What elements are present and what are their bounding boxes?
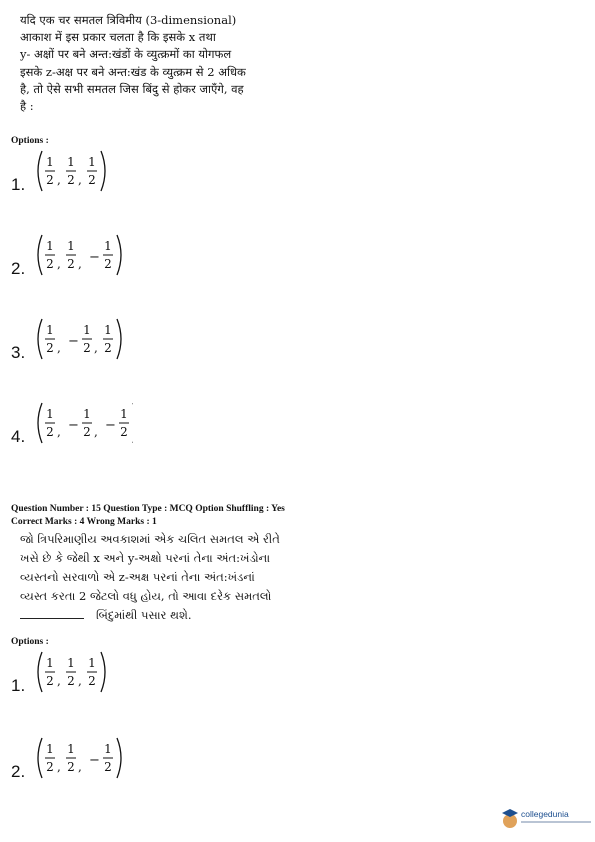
- minus-sign: −: [68, 334, 79, 349]
- question-line: है :: [20, 99, 34, 114]
- option-fraction-tuple: [33, 231, 133, 279]
- fraction-numerator: 1: [83, 407, 91, 421]
- option-fraction-tuple: [33, 734, 133, 782]
- fraction-numerator: 1: [67, 155, 75, 169]
- left-parenthesis: [38, 319, 42, 359]
- question-meta-line: Correct Marks : 4 Wrong Marks : 1: [11, 517, 157, 527]
- question-line: इसके z-अक्ष पर बने अन्त:खंड के व्युत्क्रम से 2 अधिक: [20, 64, 246, 79]
- question-line: यदि एक चर समतल त्रिविमीय (3-dimensional): [20, 13, 237, 27]
- fraction-denominator: 2: [83, 341, 91, 355]
- fraction-denominator: 2: [88, 674, 96, 688]
- fraction-denominator: 2: [88, 173, 96, 187]
- left-parenthesis: [38, 652, 42, 692]
- fraction-numerator: 1: [46, 407, 54, 421]
- option-number: 4.: [11, 427, 26, 446]
- brand-name: collegedunia: [521, 809, 569, 819]
- fraction-denominator: 2: [46, 425, 54, 439]
- question-meta: [11, 503, 285, 529]
- comma: ,: [78, 173, 82, 187]
- comma: ,: [94, 341, 98, 355]
- question-text-hindi: [20, 12, 282, 115]
- question-line: आकाश में इस प्रकार चलता है कि इसके x तथा: [20, 30, 216, 45]
- comma: ,: [78, 760, 82, 774]
- minus-sign: −: [89, 250, 100, 265]
- comma: ,: [57, 674, 61, 688]
- comma: ,: [57, 425, 61, 439]
- comma: ,: [57, 257, 61, 271]
- left-parenthesis: [38, 235, 42, 275]
- fraction-denominator: 2: [46, 760, 54, 774]
- fraction-denominator: 2: [67, 760, 75, 774]
- comma: ,: [94, 425, 98, 439]
- comma: ,: [78, 674, 82, 688]
- fraction-numerator: 1: [46, 239, 54, 253]
- option-fraction-tuple: [33, 147, 133, 195]
- question-line: है, तो ऐसे सभी समतल जिस बिंदु से होकर जाएँगे, वह: [20, 81, 244, 96]
- answer-blank: [20, 618, 84, 619]
- fraction-denominator: 2: [67, 173, 75, 187]
- options-label: Options :: [11, 136, 49, 146]
- brand-logo: [501, 803, 593, 833]
- question-line: જો ત્રિપરિમાણીય અવકાશમાં એક ચલિત સમતલ એ રીતે: [20, 532, 280, 546]
- option-fraction-tuple: [33, 399, 133, 447]
- option-number: 1.: [11, 175, 26, 194]
- question-text-gujarati: [20, 530, 282, 625]
- question-meta-line: Question Number : 15 Question Type : MCQ Option Shuffling : Yes: [11, 504, 285, 514]
- fraction-numerator: 1: [104, 239, 112, 253]
- minus-sign: −: [89, 753, 100, 768]
- options-label: Options :: [11, 637, 49, 647]
- right-parenthesis: [101, 151, 105, 191]
- minus-sign: −: [105, 418, 116, 433]
- fraction-denominator: 2: [46, 341, 54, 355]
- fraction-numerator: 1: [67, 656, 75, 670]
- fraction-numerator: 1: [120, 407, 128, 421]
- left-parenthesis: [38, 738, 42, 778]
- option-number: 2.: [11, 762, 26, 781]
- fraction-numerator: 1: [46, 656, 54, 670]
- fraction-numerator: 1: [46, 155, 54, 169]
- left-parenthesis: [38, 403, 42, 443]
- fraction-numerator: 1: [88, 155, 96, 169]
- fraction-denominator: 2: [46, 674, 54, 688]
- option-number: 2.: [11, 259, 26, 278]
- comma: ,: [57, 760, 61, 774]
- right-parenthesis: [117, 319, 121, 359]
- right-parenthesis: [117, 738, 121, 778]
- fraction-numerator: 1: [88, 656, 96, 670]
- question-line: ખસે છે કે જેથી x અને y-અક્ષો પરનાં તેના અંત:ખંડોના: [20, 551, 271, 565]
- minus-sign: −: [68, 418, 79, 433]
- fraction-denominator: 2: [46, 173, 54, 187]
- comma: ,: [57, 173, 61, 187]
- fraction-denominator: 2: [104, 257, 112, 271]
- comma: ,: [78, 257, 82, 271]
- fraction-numerator: 1: [46, 323, 54, 337]
- fraction-numerator: 1: [46, 742, 54, 756]
- brand-tagline-bar: [521, 821, 591, 823]
- graduation-cap-icon: [501, 807, 519, 829]
- fraction-denominator: 2: [46, 257, 54, 271]
- question-line-text: બિંદુમાંથી પસાર થશે.: [96, 608, 192, 622]
- right-parenthesis: [101, 652, 105, 692]
- fraction-numerator: 1: [83, 323, 91, 337]
- fraction-denominator: 2: [120, 425, 128, 439]
- option-number: 3.: [11, 343, 26, 362]
- right-parenthesis: [117, 235, 121, 275]
- fraction-numerator: 1: [104, 742, 112, 756]
- fraction-denominator: 2: [67, 257, 75, 271]
- option-fraction-tuple: [33, 648, 133, 696]
- comma: ,: [57, 341, 61, 355]
- fraction-numerator: 1: [67, 742, 75, 756]
- option-number: 1.: [11, 676, 26, 695]
- option-fraction-tuple: [33, 315, 133, 363]
- fraction-denominator: 2: [83, 425, 91, 439]
- fraction-denominator: 2: [67, 674, 75, 688]
- question-line: વ્યસ્ત કરતા 2 જેટલો વધુ હોય, તો આવા દરેક સમતલો: [20, 589, 272, 603]
- fraction-numerator: 1: [104, 323, 112, 337]
- fraction-denominator: 2: [104, 341, 112, 355]
- fraction-denominator: 2: [104, 760, 112, 774]
- question-line: વ્યસ્તનો સરવાળો એ z-અક્ષ પરનાં તેના અંત:ખંડનાં: [20, 570, 255, 584]
- question-line: y- अक्षों पर बने अन्त:खंडों के व्युत्क्रमों का योगफल: [20, 47, 232, 62]
- fraction-numerator: 1: [67, 239, 75, 253]
- left-parenthesis: [38, 151, 42, 191]
- question-line: [20, 606, 282, 625]
